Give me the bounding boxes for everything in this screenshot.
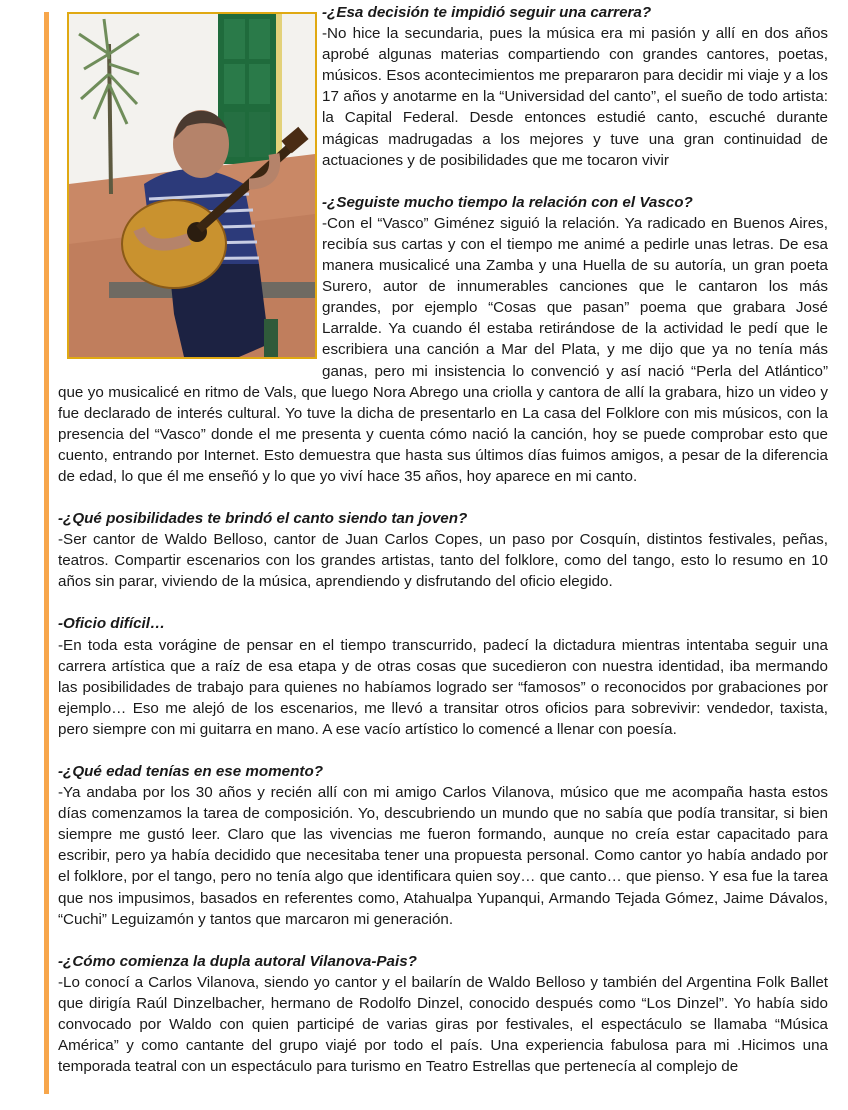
answer-text: -En toda esta vorágine de pensar en el tiempo transcurrido, padecí la dictadura mientras intentaba seguir una carrera artística que a raíz de esa etapa y de otras cosas que sucedieron con nuestra identidad, iba mermando las posibilidades de trabajo para quienes no habíamos logrado ser “famosos” o reconocidos por grabaciones por ejemplo… Eso me alejó de los escenarios, me llevó a transitar otros oficios para sobrevivir: vendedor, taxista, pero siempre con mi guitarra en mano. A ese vacío artístico lo comencé a llenar con poesía. [58, 636, 828, 738]
qa-block [58, 508, 828, 592]
answer-text: -Ya andaba por los 30 años y recién allí con mi amigo Carlos Vilanova, músico que me acompaña hasta estos días comenzamos la tarea de composición. Yo, descubriendo un mundo que no sabía que podía transitar, si bien siempre me gustó leer. Claro que las vivencias me fueron formando, aunque no creía estar capacitado para escribir, pero ya había decidido que necesitaba tener una propuesta personal. Como cantor yo había andado por el folklore, por el tango, pero no tenía algo que identificara quien soy… que canto… que pienso. Y esa fue la tarea que nos impusimos, basados en referentes como, Atahualpa Yupanqui, Armando Tejada Gómez, Jaime Dávalos, “Cuchi” Leguizamón y tantos que marcaron mi generación. [58, 784, 828, 928]
question-heading: -¿Qué posibilidades te brindó el canto siendo tan joven? [58, 510, 468, 528]
photo-spacer [58, 2, 322, 376]
question-heading: -¿Cómo comienza la dupla autoral Vilanova-Pais? [58, 952, 417, 970]
answer-text: -Con el “Vasco” Giménez siguió la relación. Ya radicado en Buenos Aires, recibía sus cartas y con el tiempo me animé a pedirle unas letras. De esa manera musicalicé una Zamba y una Huella de su autoría, un gran poeta Surero, autor de innumerables canciones que le cantaron los más grandes, por ejemplo “Cosas que pasan” poema que grabara José Larralde. Ya cuando él estaba retirándose de la actividad le pedí que le escribiera una canción a Mar del Plata, y me dijo que ya no tenía más ganas, pero mi insistencia lo convenció y así nació “Perla del Atlántico” que yo musicalicé en ritmo de Vals, que luego Nora Abrego una criolla y cantora de allí la grabara, hizo un video y fue declarado de interés cultural. Yo tuve la dicha de presentarlo en La casa del Folklore con mis músicos, con la presencia del “Vasco” donde el me presenta y cuenta cómo nació la canción, hoy se puede comprobar esto que cuento, entrando por Internet. Esto demuestra que hasta sus últimos días fuimos amigos, a pesar de la diferencia de edad, lo que él me enseñó y lo que yo viví hace 35 años, hoy aparece en mi canto. [58, 214, 828, 485]
accent-bar [44, 12, 49, 1094]
interview-article [58, 2, 828, 1077]
question-heading: -¿Esa decisión te impidió seguir una carrera? [322, 4, 652, 21]
question-heading: -¿Seguiste mucho tiempo la relación con el Vasco? [322, 193, 693, 211]
qa-block [58, 951, 828, 1078]
answer-text: -Lo conocí a Carlos Vilanova, siendo yo cantor y el bailarín de Waldo Belloso y también del Argentina Folk Ballet que dirigía Raúl Dinzelbacher, hermano de Rodolfo Dinzel, conocido después como “Los Dinzel”. Yo había sido convocado por Waldo con quien participé de varias giras por festivales, el espectáculo se llamaba “Música América” y como cantante del grupo viajé por todo el país. Una experiencia fabulosa para mi .Hicimos una temporada teatral con un espectáculo para turismo en Teatro Estrellas que pertenecía al complejo de [58, 973, 828, 1076]
qa-block [58, 761, 828, 930]
qa-block [58, 613, 828, 740]
question-heading: -¿Qué edad tenías en ese momento? [58, 763, 323, 780]
question-heading: -Oficio difícil… [58, 615, 166, 633]
answer-text: -Ser cantor de Waldo Belloso, cantor de Juan Carlos Copes, un paso por Cosquín, distintos festivales, peñas, teatros. Compartir escenarios con los grandes artistas, tanto del folklore, como del tango, esto lo resumo en 10 años sin parar, viviendo de la música, aprendiendo y disfrutando del oficio elegido. [58, 531, 828, 591]
answer-text: -No hice la secundaria, pues la música era mi pasión y allí en dos años aprobé algunas materias compartiendo con grandes cantores, poetas, músicos. Esos acontecimientos me prepararon para decidir mi viaje y a los 17 años y anotarme en la “Universidad del canto”, el sueño de todo artista: la Capital Federal. Desde entonces estudié canto, escuché durante mágicas madrugadas a los mejores y tuve una gran continuidad de actuaciones y de posibilidades que me tocaron vivir [322, 25, 828, 169]
